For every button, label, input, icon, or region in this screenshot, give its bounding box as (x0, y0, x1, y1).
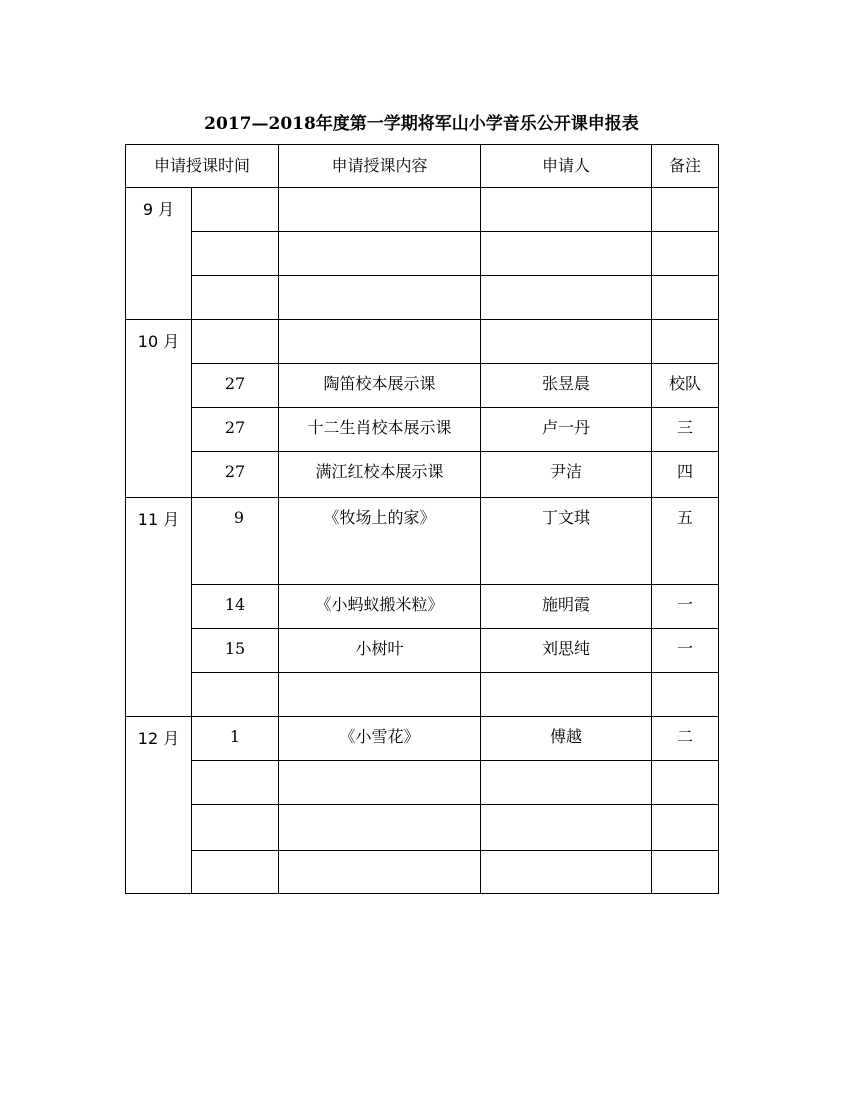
header-time: 申请授课时间 (126, 145, 279, 188)
applicant-cell (481, 320, 652, 364)
day-cell (192, 232, 279, 276)
table-row (126, 629, 719, 673)
content-cell (279, 232, 481, 276)
content-cell (279, 851, 481, 894)
note-cell (652, 761, 719, 805)
applicant-cell: 丁文琪 (481, 498, 652, 585)
table-row (126, 188, 719, 232)
applicant-cell (481, 761, 652, 805)
table-row (126, 851, 719, 894)
day-cell: 14 (192, 585, 279, 629)
table-row (126, 452, 719, 498)
day-cell (192, 188, 279, 232)
applicant-cell: 刘思纯 (481, 629, 652, 673)
content-cell (279, 320, 481, 364)
day-cell: 1 (192, 717, 279, 761)
table-row (126, 408, 719, 452)
content-cell (279, 761, 481, 805)
table-row (126, 673, 719, 717)
day-cell: 27 (192, 452, 279, 498)
day-cell (192, 761, 279, 805)
note-cell: 三 (652, 408, 719, 452)
table-row (126, 805, 719, 851)
header-content: 申请授课内容 (279, 145, 481, 188)
month-cell: 11 月 (126, 498, 192, 717)
content-cell (279, 188, 481, 232)
table-row (126, 320, 719, 364)
note-cell (652, 232, 719, 276)
note-cell: 一 (652, 629, 719, 673)
schedule-table (125, 144, 719, 894)
applicant-cell: 傅越 (481, 717, 652, 761)
month-cell: 10 月 (126, 320, 192, 498)
note-cell: 校队 (652, 364, 719, 408)
content-cell (279, 673, 481, 717)
day-cell (192, 673, 279, 717)
content-cell: 《小雪花》 (279, 717, 481, 761)
content-cell (279, 276, 481, 320)
day-cell: 9 (192, 498, 279, 585)
note-cell (652, 673, 719, 717)
month-cell: 12 月 (126, 717, 192, 894)
note-cell (652, 188, 719, 232)
content-cell: 满江红校本展示课 (279, 452, 481, 498)
day-cell (192, 320, 279, 364)
applicant-cell (481, 805, 652, 851)
day-cell: 27 (192, 364, 279, 408)
applicant-cell (481, 851, 652, 894)
header-applicant: 申请人 (481, 145, 652, 188)
day-cell (192, 851, 279, 894)
month-cell: 9 月 (126, 188, 192, 320)
table-row (126, 364, 719, 408)
note-cell (652, 320, 719, 364)
applicant-cell (481, 188, 652, 232)
content-cell: 《牧场上的家》 (279, 498, 481, 585)
note-cell: 一 (652, 585, 719, 629)
day-cell (192, 276, 279, 320)
table-row (126, 585, 719, 629)
day-cell: 27 (192, 408, 279, 452)
note-cell (652, 805, 719, 851)
day-cell: 15 (192, 629, 279, 673)
table-row (126, 761, 719, 805)
table-row (126, 232, 719, 276)
content-cell (279, 805, 481, 851)
content-cell: 十二生肖校本展示课 (279, 408, 481, 452)
applicant-cell (481, 232, 652, 276)
applicant-cell: 尹洁 (481, 452, 652, 498)
table-row (126, 276, 719, 320)
header-note: 备注 (652, 145, 719, 188)
content-cell: 陶笛校本展示课 (279, 364, 481, 408)
applicant-cell: 施明霞 (481, 585, 652, 629)
note-cell: 二 (652, 717, 719, 761)
header-row (126, 145, 719, 188)
applicant-cell (481, 673, 652, 717)
note-cell (652, 851, 719, 894)
applicant-cell: 卢一丹 (481, 408, 652, 452)
note-cell: 四 (652, 452, 719, 498)
applicant-cell (481, 276, 652, 320)
applicant-cell: 张昱晨 (481, 364, 652, 408)
day-cell (192, 805, 279, 851)
table-row (126, 498, 719, 585)
note-cell (652, 276, 719, 320)
content-cell: 《小蚂蚁搬米粒》 (279, 585, 481, 629)
content-cell: 小树叶 (279, 629, 481, 673)
note-cell: 五 (652, 498, 719, 585)
page-title: 2017—2018年度第一学期将军山小学音乐公开课申报表 (204, 114, 639, 134)
table-row (126, 717, 719, 761)
